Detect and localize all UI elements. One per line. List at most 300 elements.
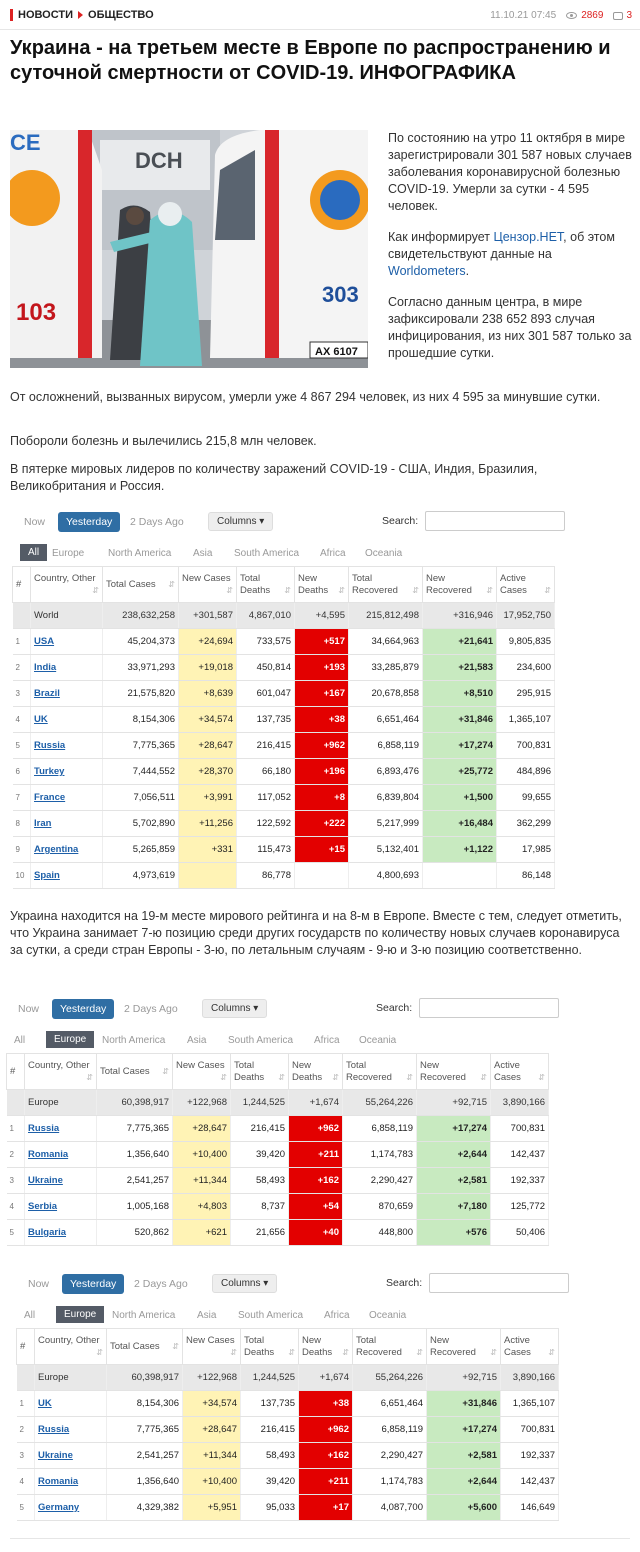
data-cell: +54	[289, 1194, 343, 1220]
tab-europe[interactable]: Europe	[56, 1306, 104, 1323]
comments-count: 3	[626, 10, 632, 21]
summary-cell: +301,587	[179, 603, 237, 629]
data-cell: +11,344	[183, 1443, 241, 1469]
search-input[interactable]	[425, 511, 565, 531]
data-cell: +5,600	[427, 1495, 501, 1521]
table-row	[7, 1142, 549, 1168]
column-header[interactable]: New Recovered ⇵	[427, 1329, 501, 1365]
column-header[interactable]: #	[17, 1329, 35, 1365]
two-days-ago-button[interactable]: 2 Days Ago	[124, 1003, 178, 1015]
search-input[interactable]	[419, 998, 559, 1018]
summary-cell: 17,952,750	[497, 603, 555, 629]
article-photo	[10, 130, 368, 368]
data-cell: 700,831	[497, 733, 555, 759]
data-cell: +193	[295, 655, 349, 681]
country-link[interactable]: Serbia	[28, 1201, 58, 1212]
stats-table	[16, 1328, 559, 1521]
article-title: Украина - на третьем месте в Европе по распространению и суточной смертности от COVID-19. ИНФОГРАФИКА	[10, 37, 611, 84]
data-cell: +1,122	[423, 837, 497, 863]
data-cell: +15	[295, 837, 349, 863]
column-header[interactable]: Total Cases ⇵	[107, 1329, 183, 1365]
summary-cell: 3,890,166	[491, 1090, 549, 1116]
data-cell: 4,087,700	[353, 1495, 427, 1521]
data-cell: 1,365,107	[501, 1391, 559, 1417]
summary-cell: 1,244,525	[231, 1090, 289, 1116]
two-days-ago-button[interactable]: 2 Days Ago	[134, 1278, 188, 1290]
tab-north-america[interactable]: North America	[112, 1310, 176, 1321]
tab-north-america[interactable]: North America	[108, 548, 172, 559]
data-cell: +962	[299, 1417, 353, 1443]
tab-europe[interactable]: Europe	[52, 548, 85, 559]
data-cell: +34,574	[179, 707, 237, 733]
data-cell: 7,775,365	[97, 1116, 173, 1142]
data-cell: 295,915	[497, 681, 555, 707]
data-cell: 6,858,119	[349, 733, 423, 759]
data-cell: +331	[179, 837, 237, 863]
tab-oceania[interactable]: Oceania	[359, 1035, 397, 1046]
summary-cell: +4,595	[295, 603, 349, 629]
tab-south-america[interactable]: South America	[234, 548, 300, 559]
data-cell: +517	[295, 629, 349, 655]
tab-north-america[interactable]: North America	[102, 1035, 166, 1046]
column-header[interactable]: Total Cases ⇵	[97, 1054, 173, 1090]
table-row	[13, 655, 555, 681]
ambulance-photo-illustration	[10, 130, 368, 368]
data-cell: +962	[289, 1116, 343, 1142]
table-row	[13, 863, 555, 889]
country-link[interactable]: France	[34, 792, 66, 803]
data-cell: 117,052	[237, 785, 295, 811]
data-cell: +211	[289, 1142, 343, 1168]
column-header[interactable]: New Cases ⇵	[179, 567, 237, 603]
data-cell: +621	[173, 1220, 231, 1246]
data-cell: 1,174,783	[343, 1142, 417, 1168]
data-cell: +162	[299, 1443, 353, 1469]
lead-text	[388, 130, 632, 376]
table-row	[13, 681, 555, 707]
column-header[interactable]: #	[7, 1054, 25, 1090]
data-cell: 6,858,119	[343, 1116, 417, 1142]
data-cell: +10,400	[183, 1469, 241, 1495]
data-cell: 137,735	[237, 707, 295, 733]
data-cell: +17,274	[427, 1417, 501, 1443]
country-link[interactable]: Romania	[38, 1476, 79, 1487]
data-cell: 142,437	[491, 1142, 549, 1168]
data-cell: 6,651,464	[353, 1391, 427, 1417]
breadcrumb-society[interactable]: ОБЩЕСТВО	[88, 9, 154, 21]
data-cell: +31,846	[427, 1391, 501, 1417]
data-cell: +21,583	[423, 655, 497, 681]
data-cell: 1,365,107	[497, 707, 555, 733]
table-row	[7, 1116, 549, 1142]
tab-south-america[interactable]: South America	[228, 1035, 294, 1046]
table-controls	[16, 1272, 568, 1296]
row-rank: 10	[13, 863, 31, 889]
data-cell: +211	[299, 1469, 353, 1495]
summary-cell: 55,264,226	[353, 1365, 427, 1391]
summary-cell: 60,398,917	[107, 1365, 183, 1391]
table-controls	[6, 997, 558, 1021]
data-cell: 7,775,365	[107, 1417, 183, 1443]
data-cell: 7,056,511	[103, 785, 179, 811]
data-cell: +21,641	[423, 629, 497, 655]
row-rank: 5	[13, 733, 31, 759]
data-cell: +17,274	[417, 1116, 491, 1142]
summary-cell: Europe	[35, 1365, 107, 1391]
tab-africa[interactable]: Africa	[320, 548, 346, 559]
views-count: 2869	[581, 10, 604, 21]
table-row	[13, 837, 555, 863]
column-header[interactable]: New Deaths ⇵	[289, 1054, 343, 1090]
table-row	[13, 811, 555, 837]
row-rank: 3	[7, 1168, 25, 1194]
paragraph-leaders: В пятерке мировых лидеров по количеству заражений COVID-19 - США, Индия, Бразилия, Великобритания и Россия.	[10, 462, 538, 493]
tab-south-america[interactable]: South America	[238, 1310, 304, 1321]
data-cell: 86,148	[497, 863, 555, 889]
data-cell: +1,500	[423, 785, 497, 811]
data-cell: 5,132,401	[349, 837, 423, 863]
data-cell: +38	[299, 1391, 353, 1417]
data-cell: +2,644	[417, 1142, 491, 1168]
column-header[interactable]: Active Cases ⇵	[501, 1329, 559, 1365]
data-cell: +196	[295, 759, 349, 785]
data-cell: +2,581	[427, 1443, 501, 1469]
table-row	[13, 629, 555, 655]
summary-cell: 238,632,258	[103, 603, 179, 629]
data-cell: 58,493	[241, 1443, 299, 1469]
summary-row	[13, 603, 555, 629]
data-cell: +576	[417, 1220, 491, 1246]
table-row	[13, 785, 555, 811]
data-cell: 601,047	[237, 681, 295, 707]
columns-dropdown[interactable]: Columns ▾	[202, 999, 267, 1018]
data-cell: 45,204,373	[103, 629, 179, 655]
region-tabs	[16, 1306, 568, 1326]
column-header[interactable]: New Cases ⇵	[183, 1329, 241, 1365]
svg-text:CE: CE	[10, 130, 41, 155]
building-sign: DCH	[135, 148, 183, 173]
row-rank: 9	[13, 837, 31, 863]
tab-asia[interactable]: Asia	[197, 1310, 217, 1321]
country-link[interactable]: Brazil	[34, 688, 60, 699]
now-button[interactable]: Now	[24, 516, 46, 528]
now-button[interactable]: Now	[18, 1003, 40, 1015]
data-cell: 216,415	[241, 1417, 299, 1443]
columns-dropdown[interactable]: Columns ▾	[212, 1274, 277, 1293]
data-cell: 1,356,640	[97, 1142, 173, 1168]
data-cell: +8,510	[423, 681, 497, 707]
data-cell: +19,018	[179, 655, 237, 681]
data-cell: +162	[289, 1168, 343, 1194]
column-header[interactable]: Total Deaths ⇵	[231, 1054, 289, 1090]
yesterday-button[interactable]: Yesterday	[58, 512, 120, 532]
data-cell: 95,033	[241, 1495, 299, 1521]
tab-asia[interactable]: Asia	[193, 548, 213, 559]
data-cell: 17,985	[497, 837, 555, 863]
row-rank: 5	[7, 1220, 25, 1246]
row-rank: 8	[13, 811, 31, 837]
column-header[interactable]: Country, Other ⇵	[31, 567, 103, 603]
row-rank: 2	[7, 1142, 25, 1168]
country-link[interactable]: India	[34, 662, 57, 673]
data-cell: 2,290,427	[343, 1168, 417, 1194]
tab-asia[interactable]: Asia	[187, 1035, 207, 1046]
country-link[interactable]: USA	[34, 636, 55, 647]
table-row	[13, 733, 555, 759]
data-cell: +25,772	[423, 759, 497, 785]
data-cell	[423, 863, 497, 889]
breadcrumb-news[interactable]: НОВОСТИ	[18, 9, 74, 21]
table-row	[17, 1417, 559, 1443]
row-rank: 1	[17, 1391, 35, 1417]
row-rank: 7	[13, 785, 31, 811]
country-link[interactable]: Russia	[34, 740, 66, 751]
data-cell: 33,285,879	[349, 655, 423, 681]
column-header[interactable]: #	[13, 567, 31, 603]
data-cell: 58,493	[231, 1168, 289, 1194]
data-cell: 20,678,858	[349, 681, 423, 707]
tab-all[interactable]: All	[14, 1035, 26, 1046]
breadcrumb-arrow-icon	[78, 11, 83, 19]
tab-all[interactable]: All	[24, 1310, 36, 1321]
lead-paragraph-1: По состоянию на утро 11 октября в мире зарегистрировали 301 587 новых случаев заболевания коронавирусной болезнью COVID-19. Умерли за сутки - 4 595 человек.	[388, 131, 632, 213]
country-link[interactable]: Spain	[34, 870, 60, 881]
table-row	[17, 1391, 559, 1417]
country-link[interactable]: Romania	[28, 1149, 69, 1160]
summary-row	[17, 1365, 559, 1391]
data-cell: 1,005,168	[97, 1194, 173, 1220]
column-header[interactable]: Total Recovered ⇵	[343, 1054, 417, 1090]
column-header[interactable]: New Cases ⇵	[173, 1054, 231, 1090]
breadcrumb	[10, 9, 154, 21]
tab-africa[interactable]: Africa	[314, 1035, 340, 1046]
publish-date: 11.10.21 07:45	[490, 10, 557, 21]
data-cell	[295, 863, 349, 889]
data-cell: +167	[295, 681, 349, 707]
row-rank: 1	[13, 629, 31, 655]
data-cell: 216,415	[231, 1116, 289, 1142]
summary-cell: 3,890,166	[501, 1365, 559, 1391]
footer-divider	[10, 1538, 630, 1539]
paragraph-recovered: Побороли болезнь и вылечились 215,8 млн человек.	[10, 434, 317, 448]
two-days-ago-button[interactable]: 2 Days Ago	[130, 516, 184, 528]
table-row	[7, 1168, 549, 1194]
data-cell: 450,814	[237, 655, 295, 681]
tab-oceania[interactable]: Oceania	[369, 1310, 407, 1321]
country-link[interactable]: UK	[38, 1398, 52, 1409]
censor-link[interactable]: Цензор.НЕТ	[493, 230, 564, 244]
country-link[interactable]: Bulgaria	[28, 1227, 67, 1238]
ambulance-number-left: 103	[16, 299, 57, 326]
data-cell: +2,644	[427, 1469, 501, 1495]
data-cell: 21,656	[231, 1220, 289, 1246]
data-cell: 50,406	[491, 1220, 549, 1246]
data-cell: 99,655	[497, 785, 555, 811]
column-header[interactable]: New Deaths ⇵	[295, 567, 349, 603]
data-cell: 34,664,963	[349, 629, 423, 655]
summary-cell: +1,674	[299, 1365, 353, 1391]
tab-all[interactable]: All	[20, 544, 47, 561]
article-meta	[490, 10, 632, 21]
yesterday-button[interactable]: Yesterday	[52, 999, 114, 1019]
row-rank: 4	[13, 707, 31, 733]
row-rank: 2	[13, 655, 31, 681]
data-cell: +4,803	[173, 1194, 231, 1220]
data-cell: +40	[289, 1220, 343, 1246]
data-cell: 2,290,427	[353, 1443, 427, 1469]
table-header-row	[7, 1054, 549, 1090]
country-link[interactable]: UK	[34, 714, 48, 725]
lead-paragraph-3: Согласно данным центра, в мире зафиксировали 238 652 893 случая инфицирования, из них 301 587 только за прошедшие сутки.	[388, 295, 632, 360]
data-cell: +17,274	[423, 733, 497, 759]
stats-table	[12, 566, 555, 889]
data-cell: 733,575	[237, 629, 295, 655]
data-cell: +28,647	[173, 1116, 231, 1142]
row-rank: 5	[17, 1495, 35, 1521]
data-cell: 6,651,464	[349, 707, 423, 733]
summary-cell: 60,398,917	[97, 1090, 173, 1116]
data-cell: +10,400	[173, 1142, 231, 1168]
summary-cell: 4,867,010	[237, 603, 295, 629]
summary-cell: 215,812,498	[349, 603, 423, 629]
top-bar	[0, 0, 640, 30]
region-tabs	[6, 1031, 558, 1051]
region-tabs	[12, 544, 564, 564]
summary-cell: +316,946	[423, 603, 497, 629]
data-cell: 484,896	[497, 759, 555, 785]
row-rank: 6	[13, 759, 31, 785]
column-header[interactable]: New Deaths ⇵	[299, 1329, 353, 1365]
license-plate: AX 6107	[315, 346, 358, 358]
data-cell: 5,265,859	[103, 837, 179, 863]
data-cell: 66,180	[237, 759, 295, 785]
data-cell: +5,951	[183, 1495, 241, 1521]
column-header[interactable]: Country, Other ⇵	[25, 1054, 97, 1090]
column-header[interactable]: Total Deaths ⇵	[237, 567, 295, 603]
table-row	[7, 1194, 549, 1220]
table-header-row	[17, 1329, 559, 1365]
data-cell: 137,735	[241, 1391, 299, 1417]
country-link[interactable]: Russia	[38, 1424, 70, 1435]
country-link[interactable]: Argentina	[34, 844, 79, 855]
data-cell: +38	[295, 707, 349, 733]
tab-oceania[interactable]: Oceania	[365, 548, 403, 559]
data-cell: +3,991	[179, 785, 237, 811]
breadcrumb-marker	[10, 9, 13, 21]
data-cell: +8,639	[179, 681, 237, 707]
data-cell: 142,437	[501, 1469, 559, 1495]
column-header[interactable]: Total Cases ⇵	[103, 567, 179, 603]
country-link[interactable]: Iran	[34, 818, 52, 829]
data-cell: 8,737	[231, 1194, 289, 1220]
summary-cell: 55,264,226	[343, 1090, 417, 1116]
ambulance-number-right: 303	[322, 282, 359, 307]
data-cell: 8,154,306	[107, 1391, 183, 1417]
comment-icon	[613, 12, 623, 20]
data-cell: +31,846	[423, 707, 497, 733]
data-cell: 362,299	[497, 811, 555, 837]
country-link[interactable]: Turkey	[34, 766, 65, 777]
data-cell: 9,805,835	[497, 629, 555, 655]
data-cell: 6,858,119	[353, 1417, 427, 1443]
column-header[interactable]: Total Recovered ⇵	[349, 567, 423, 603]
worldometers-link[interactable]: Worldometers	[388, 264, 466, 278]
table-row	[13, 707, 555, 733]
column-header[interactable]: Active Cases ⇵	[497, 567, 555, 603]
now-button[interactable]: Now	[28, 1278, 50, 1290]
data-cell: 700,831	[501, 1417, 559, 1443]
country-link[interactable]: Russia	[28, 1123, 60, 1134]
tab-europe[interactable]: Europe	[46, 1031, 94, 1048]
table-row	[17, 1495, 559, 1521]
tab-africa[interactable]: Africa	[324, 1310, 350, 1321]
column-header[interactable]: New Recovered ⇵	[417, 1054, 491, 1090]
data-cell: 4,800,693	[349, 863, 423, 889]
data-cell: +17	[299, 1495, 353, 1521]
data-cell: 700,831	[491, 1116, 549, 1142]
summary-cell: 1,244,525	[241, 1365, 299, 1391]
data-cell: 2,541,257	[107, 1443, 183, 1469]
search-label: Search:	[382, 515, 419, 527]
data-cell: 216,415	[237, 733, 295, 759]
data-cell: +962	[295, 733, 349, 759]
data-cell: 192,337	[501, 1443, 559, 1469]
country-link[interactable]: Ukraine	[28, 1175, 63, 1186]
table-row	[13, 759, 555, 785]
country-link[interactable]: Germany	[38, 1502, 80, 1513]
lead-paragraph-2: Как информирует Цензор.НЕТ, об этом свидетельствуют данные на Worldometers.	[388, 230, 615, 278]
data-cell: 1,356,640	[107, 1469, 183, 1495]
column-header[interactable]: New Recovered ⇵	[423, 567, 497, 603]
summary-cell: +1,674	[289, 1090, 343, 1116]
data-cell	[179, 863, 237, 889]
data-cell: 4,973,619	[103, 863, 179, 889]
data-cell: 234,600	[497, 655, 555, 681]
data-cell: +28,370	[179, 759, 237, 785]
stats-table	[6, 1053, 549, 1246]
data-cell: 115,473	[237, 837, 295, 863]
data-cell: 2,541,257	[97, 1168, 173, 1194]
data-cell: +7,180	[417, 1194, 491, 1220]
column-header[interactable]: Total Deaths ⇵	[241, 1329, 299, 1365]
data-cell: 21,575,820	[103, 681, 179, 707]
row-rank: 1	[7, 1116, 25, 1142]
columns-dropdown[interactable]: Columns ▾	[208, 512, 273, 531]
data-cell: +8	[295, 785, 349, 811]
paragraph-deaths: От осложнений, вызванных вирусом, умерли уже 4 867 294 человек, из них 4 595 за минувшие сутки.	[10, 390, 601, 404]
data-cell: +28,647	[183, 1417, 241, 1443]
column-header[interactable]: Active Cases ⇵	[491, 1054, 549, 1090]
data-cell: 6,893,476	[349, 759, 423, 785]
search-input[interactable]	[429, 1273, 569, 1293]
search-label: Search:	[376, 1002, 413, 1014]
country-link[interactable]: Ukraine	[38, 1450, 73, 1461]
summary-cell: +92,715	[427, 1365, 501, 1391]
row-rank: 3	[13, 681, 31, 707]
comments-counter[interactable]	[613, 10, 632, 21]
summary-cell: Europe	[25, 1090, 97, 1116]
yesterday-button[interactable]: Yesterday	[62, 1274, 124, 1294]
column-header[interactable]: Country, Other ⇵	[35, 1329, 107, 1365]
views-counter	[566, 10, 603, 21]
column-header[interactable]: Total Recovered ⇵	[353, 1329, 427, 1365]
data-cell: +16,484	[423, 811, 497, 837]
data-cell: +11,344	[173, 1168, 231, 1194]
data-cell: 870,659	[343, 1194, 417, 1220]
data-cell: 5,217,999	[349, 811, 423, 837]
data-cell: 192,337	[491, 1168, 549, 1194]
data-cell: 7,775,365	[103, 733, 179, 759]
